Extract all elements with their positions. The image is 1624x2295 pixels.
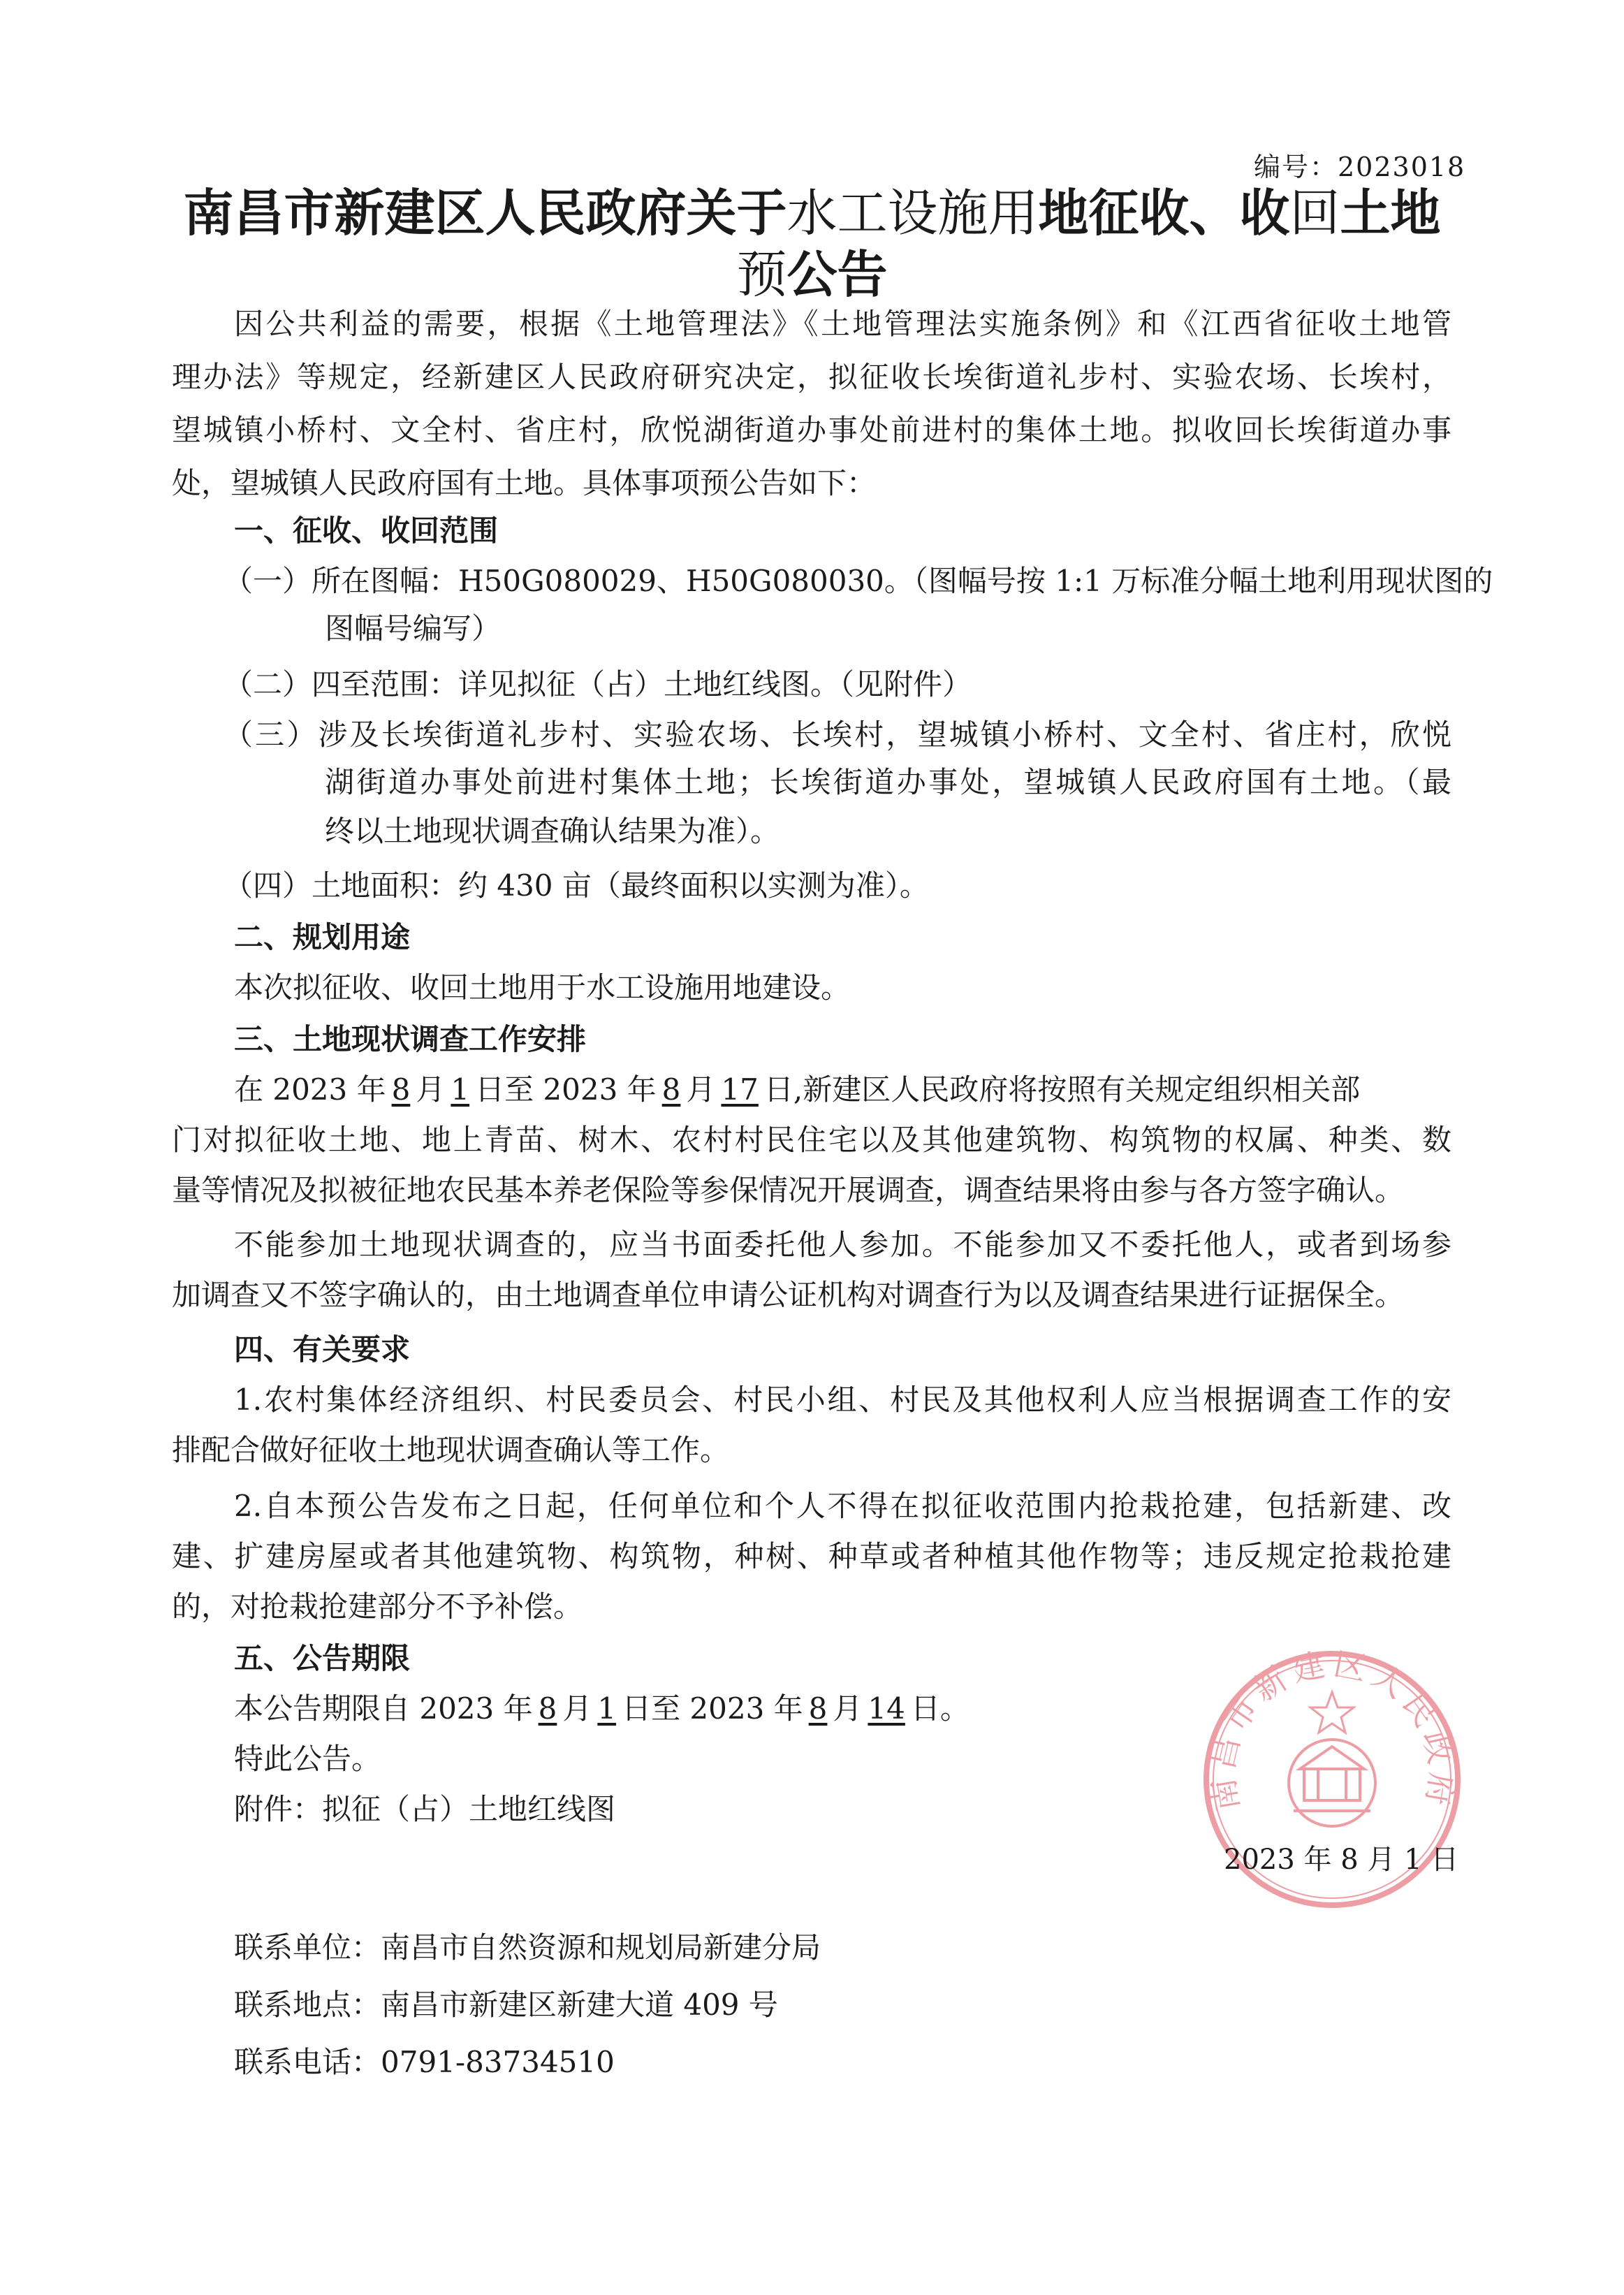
- underlined-day: 1: [451, 1072, 470, 1107]
- title-part: 预: [736, 245, 787, 304]
- title-part: 土地: [1340, 183, 1441, 242]
- section-text: 门对拟征收土地、地上青苗、树木、农村村民住宅以及其他建筑物、构筑物的权属、种类、数: [172, 1123, 1451, 1157]
- section-text: 建、扩建房屋或者其他建筑物、构筑物，种树、种草或者种植其他作物等；违反规定抢栽抢建: [172, 1539, 1451, 1573]
- section-heading: 三、土地现状调查工作安排: [234, 1022, 587, 1056]
- svg-text:南昌市新建区人民政府: [1203, 1645, 1461, 1814]
- section-text: 1.农村集体经济组织、村民委员会、村民小组、村民及其他权利人应当根据调查工作的安: [234, 1383, 1451, 1417]
- underlined-month: 8: [538, 1691, 557, 1726]
- item-4-line: （四）土地面积：约 430 亩（最终面积以实测为准）。: [224, 868, 929, 903]
- item-3-line: 终以土地现状调查确认结果为准）。: [325, 814, 780, 848]
- item-3-line: （三）涉及长埃街道礼步村、实验农场、长埃村，望城镇小桥村、文全村、省庄村，欣悦: [224, 717, 1451, 752]
- text-run: 日,新建区人民政府将按照有关规定组织相关部: [763, 1072, 1361, 1107]
- section-text: 的，对抢栽抢建部分不予补偿。: [172, 1589, 583, 1624]
- section-text: 加调查又不签字确认的，由土地调查单位申请公证机构对调查行为以及调查结果进行证据保全。: [172, 1278, 1405, 1312]
- attachment-text: 附件：拟征（占）土地红线图: [234, 1792, 616, 1826]
- text-run: 本公告期限自 2023 年: [234, 1691, 533, 1726]
- underlined-month: 8: [808, 1691, 828, 1726]
- section-text: 排配合做好征收土地现状调查确认等工作。: [172, 1433, 730, 1467]
- title-part: 地征收、收: [1038, 183, 1290, 242]
- underlined-day: 17: [721, 1072, 759, 1107]
- closing-text: 特此公告。: [234, 1742, 381, 1776]
- seal-text: 南昌市新建区人民政府: [1203, 1645, 1461, 1814]
- section-heading: 五、公告期限: [234, 1641, 411, 1675]
- underlined-day: 1: [597, 1691, 617, 1726]
- title-line-1: [0, 183, 1624, 243]
- issue-date: 2023 年 8 月 1 日: [1224, 1844, 1459, 1876]
- document-number: 编号：2023018: [1254, 152, 1466, 182]
- intro-line: 因公共利益的需要，根据《土地管理法》《土地管理法实施条例》和《江西省征收土地管: [234, 307, 1451, 341]
- contact-phone: 联系电话：0791-83734510: [234, 2045, 615, 2079]
- intro-line: 望城镇小桥村、文全村、省庄村，欣悦湖街道办事处前进村的集体土地。拟收回长埃街道办事: [172, 413, 1451, 447]
- survey-date-line: [234, 1068, 1360, 1112]
- text-run: 日至 2023 年: [475, 1072, 657, 1107]
- contact-address: 联系地点：南昌市新建区新建大道 409 号: [234, 1988, 778, 2022]
- text-run: 在 2023 年: [234, 1072, 386, 1107]
- text-run: 月: [833, 1691, 863, 1726]
- underlined-month: 8: [391, 1072, 411, 1107]
- text-run: 日至 2023 年: [622, 1691, 803, 1726]
- contact-unit: 联系单位：南昌市自然资源和规划局新建分局: [234, 1930, 821, 1965]
- section-text: 不能参加土地现状调查的，应当书面委托他人参加。不能参加又不委托他人，或者到场参: [234, 1227, 1451, 1262]
- section-text: 2.自本预公告发布之日起，任何单位和个人不得在拟征收范围内抢栽抢建，包括新建、改: [234, 1489, 1451, 1523]
- intro-line: 处，望城镇人民政府国有土地。具体事项预公告如下：: [172, 466, 877, 500]
- title-part: 回: [1289, 184, 1340, 242]
- intro-line: 理办法》等规定，经新建区人民政府研究决定，拟征收长埃街道礼步村、实验农场、长埃村，: [172, 360, 1451, 394]
- text-run: 日。: [910, 1691, 970, 1726]
- section-heading: 四、有关要求: [234, 1332, 411, 1367]
- item-2-line: （二）四至范围：详见拟征（占）土地红线图。（见附件）: [224, 667, 972, 701]
- title-part: 水工设施用: [787, 184, 1039, 242]
- item-3-line: 湖街道办事处前进村集体土地；长埃街道办事处，望城镇人民政府国有土地。（最: [325, 765, 1451, 799]
- title-part: 公告: [787, 245, 888, 304]
- text-run: 月: [416, 1072, 446, 1107]
- text-run: 月: [562, 1691, 592, 1726]
- item-1-line: （一）所在图幅：H50G080029、H50G080030。（图幅号按 1:1 万标准分幅土地利用现状图的: [224, 564, 1493, 598]
- notice-period-line: [234, 1686, 970, 1731]
- section-heading: 二、规划用途: [234, 920, 411, 954]
- section-text: 量等情况及拟被征地农民基本养老保险等参保情况开展调查，调查结果将由参与各方签字确认。: [172, 1173, 1405, 1207]
- underlined-day: 14: [868, 1691, 905, 1726]
- text-run: 月: [686, 1072, 716, 1107]
- underlined-month: 8: [661, 1072, 681, 1107]
- title-line-2: [0, 245, 1624, 305]
- item-1-line: 图幅号编写）: [325, 611, 502, 646]
- section-text: 本次拟征收、收回土地用于水工设施用地建设。: [234, 970, 851, 1005]
- section-heading: 一、征收、收回范围: [234, 513, 499, 548]
- title-part: 南昌市新建区人民政府关于: [183, 183, 787, 242]
